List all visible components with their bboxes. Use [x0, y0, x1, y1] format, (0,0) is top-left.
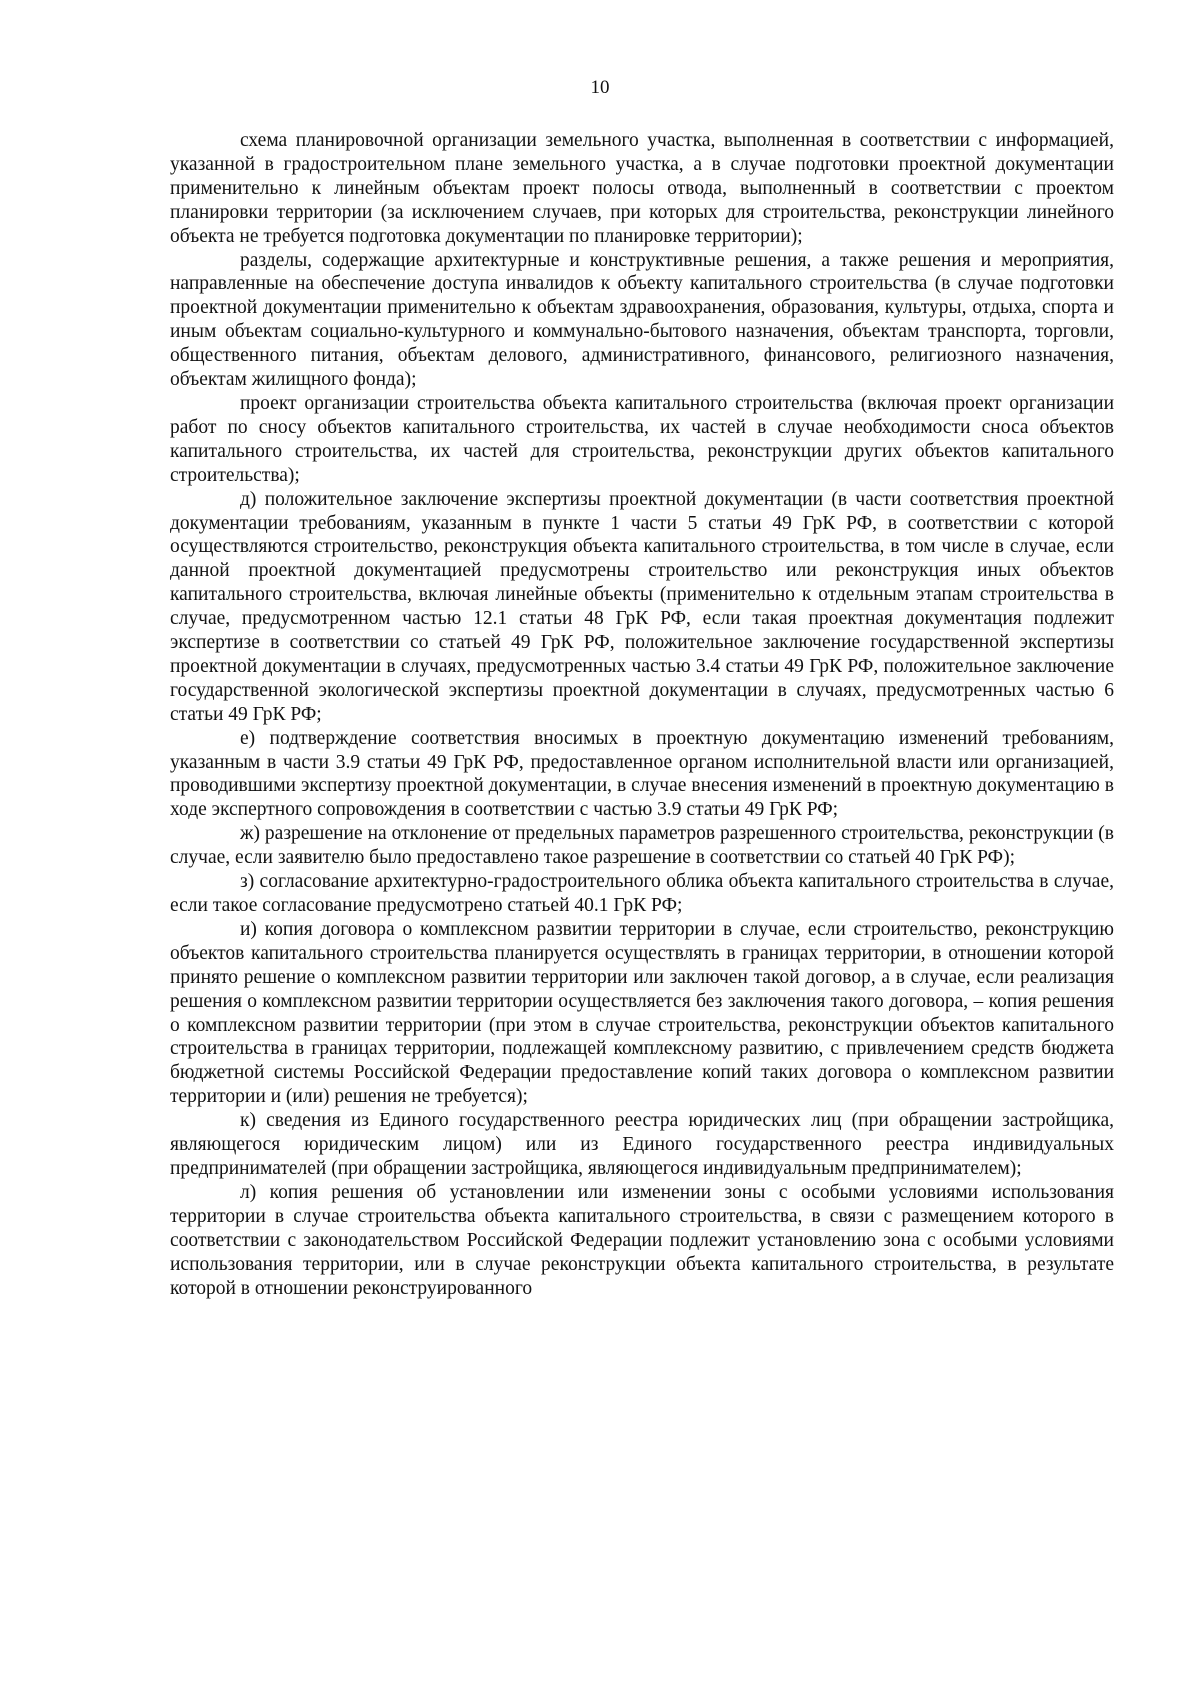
paragraph-item-l: л) копия решения об установлении или изменении зоны с особыми условиями использования территории в случае строительства объекта капитального строительства, в связи с размещением которого в соответствии с законодательством Российской Федерации подлежит установлению зона с особыми условиями использования территории, или в случае реконструкции объекта капитального строительства, в результате которой в отношении реконструированного — [170, 1181, 1114, 1299]
paragraph-site-plan: схема планировочной организации земельного участка, выполненная в соответствии с информацией, указанной в градостроительном плане земельного участка, а в случае подготовки проектной документации применительно к линейным объектам проект полосы отвода, выполненный в соответствии с проектом планировки территории (за исключением случаев, при которых для строительства, реконструкции линейного объекта не требуется подготовка документации по планировке территории); — [170, 130, 1114, 247]
paragraph-item-i: и) копия договора о комплексном развитии территории в случае, если строительство, реконструкцию объектов капитального строительства планируется осуществлять в границах территории, в отношении которой принято решение о комплексном развитии территории или заключен такой договор, а в случае, если реализация решения о комплексном развитии территории осуществляется без заключения такого договора, – копия решения о комплексном развитии территории (при этом в случае строительства, реконструкции объектов капитального строительства в границах территории, подлежащей комплексному развитию, с привлечением средств бюджета бюджетной системы Российской Федерации предоставление копий таких договора о комплексном развитии территории и (или) решения не требуется); — [170, 918, 1114, 1108]
paragraph-item-d: д) положительное заключение экспертизы проектной документации (в части соответствия проектной документации требованиям, указанным в пункте 1 части 5 статьи 49 ГрК РФ, в соответствии с которой осуществляются строительство, реконструкция объекта капитального строительства, в том числе в случае, если данной проектной документацией предусмотрены строительство или реконструкция иных объектов капитального строительства, включая линейные объекты (применительно к отдельным этапам строительства в случае, предусмотренном частью 12.1 статьи 48 ГрК РФ, если такая проектная документация подлежит экспертизе в соответствии со статьей 49 ГрК РФ, положительное заключение государственной экспертизы проектной документации в случаях, предусмотренных частью 3.4 статьи 49 ГрК РФ, положительное заключение государственной экологической экспертизы проектной документации в случаях, предусмотренных частью 6 статьи 49 ГрК РФ; — [170, 488, 1114, 725]
paragraph-architectural-sections: разделы, содержащие архитектурные и конструктивные решения, а также решения и мероприятия, направленные на обеспечение доступа инвалидов к объекту капитального строительства (в случае подготовки проектной документации применительно к объектам здравоохранения, образования, культуры, отдыха, спорта и иным объектам социально-культурного и коммунально-бытового назначения, объектам транспорта, торговли, общественного питания, объектам делового, административного, финансового, религиозного назначения, объектам жилищного фонда); — [170, 249, 1114, 391]
paragraph-item-e: е) подтверждение соответствия вносимых в проектную документацию изменений требованиям, указанным в части 3.9 статьи 49 ГрК РФ, предоставленное органом исполнительной власти или организацией, проводившими экспертизу проектной документации, в случае внесения изменений в проектную документацию в ходе экспертного сопровождения в соответствии с частью 3.9 статьи 49 ГрК РФ; — [170, 727, 1114, 821]
paragraph-item-z: з) согласование архитектурно-градостроительного облика объекта капитального строительства в случае, если такое согласование предусмотрено статьей 40.1 ГрК РФ; — [170, 871, 1114, 916]
paragraph-construction-project: проект организации строительства объекта капитального строительства (включая проект организации работ по сносу объектов капитального строительства, их частей в случае необходимости сноса объектов капитального строительства, их частей для строительства, реконструкции других объектов капитального строительства); — [170, 392, 1114, 486]
document-body — [170, 129, 1114, 1300]
page-number: 10 — [590, 77, 610, 98]
paragraph-item-k: к) сведения из Единого государственного реестра юридических лиц (при обращении застройщика, являющегося юридическим лицом) или из Единого государственного реестра индивидуальных предпринимателей (при обращении застройщика, являющегося индивидуальным предпринимателем); — [170, 1110, 1114, 1179]
paragraph-item-zh: ж) разрешение на отклонение от предельных параметров разрешенного строительства, реконструкции (в случае, если заявителю было предоставлено такое разрешение в соответствии со статьей 40 ГрК РФ); — [170, 823, 1114, 869]
